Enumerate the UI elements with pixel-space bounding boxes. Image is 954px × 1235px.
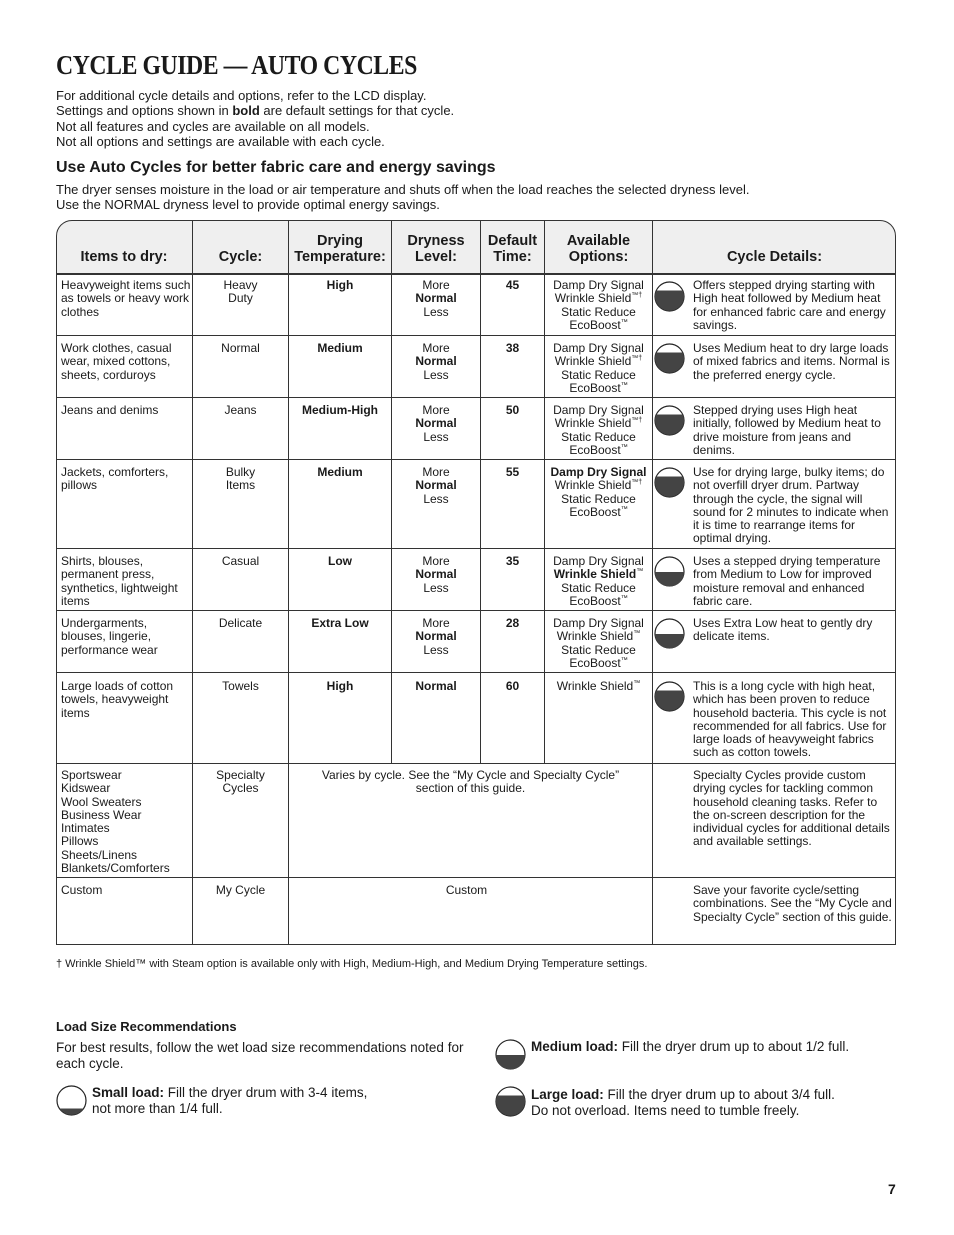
temperature-cell: Low: [328, 554, 352, 568]
cycle-cell: Jeans: [224, 403, 257, 417]
intro-text-part: are default settings for that cycle.: [259, 103, 455, 119]
cycle-cell: Specialty Cycles: [216, 768, 265, 796]
temperature-cell: Medium: [317, 465, 363, 479]
temperature-cell: Medium: [317, 341, 363, 355]
small-load-text: Small load: Fill the dryer drum with 3-4 items, not more than 1/4 full.: [92, 1085, 368, 1116]
details-cell: Uses Extra Low heat to gently dry delicate items.: [693, 616, 873, 644]
intro-line: [56, 103, 454, 118]
row-rule: [56, 672, 896, 673]
details-cell: Save your favorite cycle/setting combinations. See the “My Cycle and Specialty Cycle” section of this guide.: [693, 883, 892, 924]
large-load-icon: [654, 405, 685, 436]
options-cell: Damp Dry Signal Wrinkle Shield™† Static Reduce EcoBoost™: [553, 403, 644, 457]
cycle-cell: Delicate: [218, 616, 263, 630]
dryness-cell: Normal: [415, 679, 457, 693]
items-cell: Custom: [61, 883, 103, 897]
intro-bold-word: bold: [232, 103, 260, 119]
temperature-cell: High: [326, 679, 354, 693]
intro-line: For additional cycle details and options, refer to the LCD display.: [56, 88, 427, 103]
header-time: Default Time:: [487, 233, 538, 265]
dryness-cell: More Normal Less: [415, 278, 457, 319]
table-border-right: [895, 240, 896, 945]
row-rule: [56, 459, 896, 460]
large-load-icon: [654, 343, 685, 374]
row-rule: [56, 877, 896, 878]
medium-load-icon: [654, 618, 685, 649]
time-cell: 35: [505, 554, 520, 568]
row-rule: [56, 397, 896, 398]
header-dryness: Dryness Level:: [407, 233, 465, 265]
description-line: Use the NORMAL dryness level to provide optimal energy savings.: [56, 197, 440, 212]
large-load-icon: [654, 467, 685, 498]
row-rule: [56, 763, 896, 764]
footnote: † Wrinkle Shield™ with Steam option is available only with High, Medium-High, and Medium Drying Temperature settings.: [56, 958, 648, 970]
table-border-left: [56, 240, 57, 945]
items-cell: Undergarments, blouses, lingerie, performance wear: [61, 616, 158, 657]
details-cell: Use for drying large, bulky items; do not overfill dryer drum. Partway through the cycle, the signal will sound for 2 minutes to indicate when it is time to rearrange items for optimal drying.: [693, 465, 889, 546]
section-subheading: Use Auto Cycles for better fabric care and energy savings: [56, 159, 496, 176]
large-load-text: Large load: Fill the dryer drum up to about 3/4 full. Do not overload. Items need to tumble freely.: [531, 1087, 835, 1118]
header-items: Items to dry:: [80, 249, 168, 265]
small-load-icon: [56, 1085, 87, 1116]
time-cell: 60: [505, 679, 520, 693]
details-cell: Offers stepped drying starting with High heat followed by Medium heat for enhanced fabric care and energy savings.: [693, 278, 886, 332]
time-cell: 55: [505, 465, 520, 479]
specialty-settings-cell: Varies by cycle. See the “My Cycle and Specialty Cycle” section of this guide.: [321, 768, 620, 796]
options-cell: Damp Dry Signal Wrinkle Shield™† Static Reduce EcoBoost™: [553, 278, 644, 332]
row-rule: [56, 610, 896, 611]
cycle-cell: Casual: [221, 554, 260, 568]
details-cell: Specialty Cycles provide custom drying cycles for tackling common household cleaning tasks. Refer to the on-screen description for the individual cycles for additional details and available settings.: [693, 768, 890, 849]
cycle-cell: Normal: [221, 341, 260, 355]
details-cell: Uses a stepped drying temperature from Medium to Low for improved moisture removal and enhanced fabric care.: [693, 554, 881, 608]
row-rule: [56, 335, 896, 336]
dryness-cell: More Normal Less: [415, 616, 457, 657]
row-rule: [56, 273, 896, 274]
large-load-icon: [654, 281, 685, 312]
intro-text-part: Settings and options shown in: [56, 103, 233, 119]
temperature-cell: High: [326, 278, 354, 292]
items-cell: Heavyweight items such as towels or heavy work clothes: [61, 278, 191, 319]
options-cell: Damp Dry Signal Wrinkle Shield™ Static Reduce EcoBoost™: [553, 616, 644, 670]
cycle-cell: Towels: [222, 679, 259, 693]
large-load-icon: [495, 1086, 526, 1117]
load-size-heading: Load Size Recommendations: [56, 1019, 237, 1034]
description-line: The dryer senses moisture in the load or air temperature and shuts off when the load reaches the selected dryness level.: [56, 182, 750, 197]
cycle-cell: Bulky Items: [225, 465, 256, 493]
temperature-cell: Medium-High: [302, 403, 378, 417]
header-options: Available Options:: [566, 233, 631, 265]
header-details: Cycle Details:: [726, 249, 823, 265]
cycle-guide-table: [56, 220, 896, 944]
dryness-cell: More Normal Less: [415, 554, 457, 595]
dryness-cell: More Normal Less: [415, 465, 457, 506]
cycle-cell: My Cycle: [215, 883, 266, 897]
time-cell: 28: [505, 616, 520, 630]
large-load-icon: [654, 681, 685, 712]
items-cell: Work clothes, casual wear, mixed cottons, sheets, corduroys: [61, 341, 172, 382]
options-cell: Damp Dry Signal Wrinkle Shield™† Static Reduce EcoBoost™: [550, 465, 647, 519]
items-cell: Jeans and denims: [61, 403, 159, 417]
details-cell: This is a long cycle with high heat, which has been proven to reduce household bacteria. This cycle is not recommended for all fabrics. Use for large loads of heavyweight fabrics such as cotton towels.: [693, 679, 887, 760]
options-cell: Damp Dry Signal Wrinkle Shield™† Static Reduce EcoBoost™: [553, 341, 644, 395]
time-cell: 45: [505, 278, 520, 292]
options-cell: Wrinkle Shield™: [556, 679, 641, 693]
intro-line: Not all options and settings are available with each cycle.: [56, 133, 385, 149]
page-number: 7: [888, 1181, 896, 1197]
items-cell: Shirts, blouses, permanent press, synthetics, lightweight items: [61, 554, 178, 608]
dryness-cell: More Normal Less: [415, 403, 457, 444]
section-description: [56, 182, 749, 212]
table-border-bottom: [56, 944, 896, 945]
intro-line: Not all features and cycles are available on all models.: [56, 118, 370, 134]
header-temperature: Drying Temperature:: [294, 233, 386, 265]
details-cell: Uses Medium heat to dry large loads of mixed fabrics and items. Normal is the preferred energy cycle.: [693, 341, 890, 382]
dryness-cell: More Normal Less: [415, 341, 457, 382]
medium-load-icon: [654, 556, 685, 587]
intro-text: [56, 88, 454, 149]
cycle-cell: Heavy Duty: [223, 278, 258, 306]
column-rule: [192, 220, 193, 945]
header-cycle: Cycle:: [218, 249, 263, 265]
page-title: CYCLE GUIDE — AUTO CYCLES: [56, 50, 417, 80]
column-rule: [652, 220, 653, 945]
items-cell: Jackets, comforters, pillows: [61, 465, 169, 493]
medium-load-icon: [495, 1039, 526, 1070]
column-rule: [288, 220, 289, 945]
medium-load-text: Medium load: Fill the dryer drum up to about 1/2 full.: [531, 1039, 850, 1054]
details-cell: Stepped drying uses High heat initially, followed by Medium heat to drive moisture from jeans and denims.: [693, 403, 881, 457]
time-cell: 50: [505, 403, 520, 417]
temperature-cell: Extra Low: [311, 616, 369, 630]
load-size-intro: For best results, follow the wet load size recommendations noted for each cycle.: [56, 1040, 464, 1071]
items-cell: Sportswear Kidswear Wool Sweaters Business Wear Intimates Pillows Sheets/Linens Blankets/Comforters: [61, 768, 170, 876]
custom-settings-cell: Custom: [445, 883, 488, 897]
time-cell: 38: [505, 341, 520, 355]
row-rule: [56, 548, 896, 549]
items-cell: Large loads of cotton towels, heavyweight items: [61, 679, 174, 720]
options-cell: Damp Dry Signal Wrinkle Shield™ Static Reduce EcoBoost™: [553, 554, 644, 608]
